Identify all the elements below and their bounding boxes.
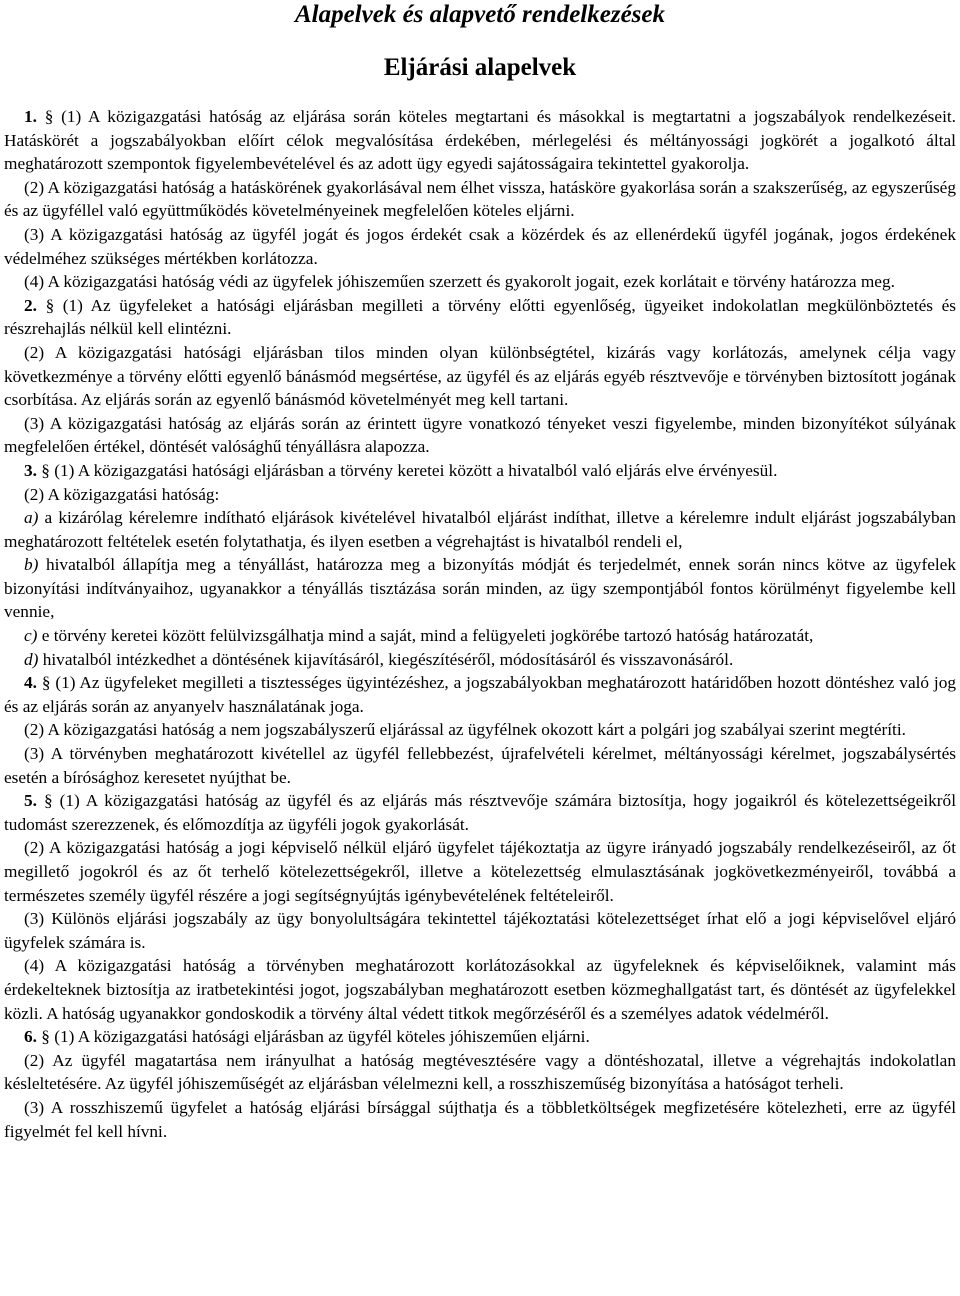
paragraph xyxy=(4,270,956,294)
paragraph-text: (3) A közigazgatási hatóság az ügyfél jogát és jogos érdekét csak a közérdek és az ellenérdekű ügyfél jogának, jogos érdekének védelméhez szükséges mértékben korlátozza. xyxy=(4,224,956,268)
paragraph xyxy=(4,459,956,483)
section-number: 2. xyxy=(24,295,37,315)
paragraph-text: (3) Különös eljárási jogszabály az ügy bonyolultságára tekintettel tájékoztatási kötelezettséget írhat elő a jogi képviselővel eljáró ügyfelek számára is. xyxy=(4,909,956,952)
paragraph xyxy=(4,1096,956,1143)
paragraph-text: (2) A közigazgatási hatóság a hatáskörének gyakorlásával nem élhet vissza, hatásköre gyakorlása során a szakszerűség, az egyszerűség és az ügyféllel való együttműködés követelményeinek megfelelően köteles eljárni. xyxy=(4,177,956,221)
paragraph xyxy=(4,506,956,553)
paragraph xyxy=(4,176,956,223)
paragraph-text: § (1) A közigazgatási hatóság az ügyfél és az eljárás más résztvevője számára biztosítja, hogy jogaikról és kötelezettségeikről tudomást szerezzenek, és előmozdítja az ügyféli jogok gyakorlását. xyxy=(4,791,956,834)
document-body xyxy=(4,105,956,1143)
paragraph-text: (3) A törvényben meghatározott kivétellel az ügyfél fellebbezést, újrafelvételi kérelmet, méltányossági kérelmet, jogszabálysértés esetén a bírósághoz keresetet nyújthat be. xyxy=(4,744,956,787)
chapter-title: Alapelvek és alapvető rendelkezések xyxy=(294,1,666,28)
paragraph-text: (2) A közigazgatási hatóság a nem jogszabályszerű eljárással az ügyfélnek okozott kárt a polgári jog szabályai szerint megtéríti. xyxy=(24,720,906,740)
paragraph xyxy=(4,742,956,789)
paragraph xyxy=(4,671,956,718)
point-label: d) xyxy=(24,649,39,669)
point-label: a) xyxy=(24,508,39,528)
paragraph-text: § (1) A közigazgatási hatósági eljárásban az ügyfél köteles jóhiszeműen eljárni. xyxy=(41,1027,590,1047)
paragraph-text: (2) A közigazgatási hatóság: xyxy=(24,484,220,504)
paragraph-text: hivatalból intézkedhet a döntésének kijavításáról, kiegészítéséről, módosításáról és visszavonásáról. xyxy=(42,649,734,669)
paragraph xyxy=(4,483,956,507)
paragraph-text: a kizárólag kérelemre indítható eljárások kivételével hivatalból eljárást indíthat, illetve a kérelemre indult eljárást jogszabályban meghatározott feltételek esetén folytathatja, és ilyen esetben a végrehajtást is hivatalból rendeli el, xyxy=(4,508,956,551)
paragraph-text: (3) A rosszhiszemű ügyfelet a hatóság eljárási bírsággal sújthatja és a többletköltségek megfizetésére kötelezheti, erre az ügyfél figyelmét fel kell hívni. xyxy=(4,1097,956,1141)
section-number: 4. xyxy=(24,673,37,693)
paragraph-text: (2) Az ügyfél magatartása nem irányulhat a hatóság megtévesztésére vagy a döntéshozatal, illetve a végrehajtás indokolatlan késleltetésére. Az ügyfél jóhiszeműségét az eljárásban vélelmezni kell, a rosszhiszeműség bizonyítása a hatóságot terheli. xyxy=(4,1050,956,1094)
paragraph xyxy=(4,1025,956,1049)
paragraph xyxy=(4,341,956,412)
paragraph-text: § (1) Az ügyfeleket a hatósági eljárásban megilleti a törvény előtti egyenlőség, ügyeiket indokolatlan megkülönböztetés és részrehajlás nélkül kell elintézni. xyxy=(4,295,956,339)
paragraph xyxy=(4,553,956,624)
paragraph xyxy=(4,624,956,648)
section-number: 6. xyxy=(24,1027,37,1047)
paragraph xyxy=(4,1049,956,1096)
point-label: b) xyxy=(24,555,39,575)
section-number: 1. xyxy=(24,107,37,126)
paragraph xyxy=(4,223,956,270)
paragraph xyxy=(4,648,956,672)
paragraph-text: (4) A közigazgatási hatóság a törvényben meghatározott korlátozásokkal az ügyfeleknek és képviselőiknek, valamint más érdekelteknek biztosítja az iratbetekintési jogot, jogszabályban meghatározott esetben közmeghallgatást tart, és döntését az ügyfelekkel közli. A hatóság ugyanakkor gondoskodik a törvény által védett titkok megőrzéséről és a személyes adatok védelméről. xyxy=(4,956,956,1023)
paragraph-text: § (1) Az ügyfeleket megilleti a tisztességes ügyintézéshez, a jogszabályokban meghatározott határidőben hozott döntéshez való jog és az eljárás során az anyanyelv használatának joga. xyxy=(4,673,957,716)
paragraph xyxy=(4,718,956,742)
paragraph-text: e törvény keretei között felülvizsgálhatja mind a saját, mind a felügyeleti jogkörébe tartozó hatóság határozatát, xyxy=(41,626,814,646)
paragraph-text: (4) A közigazgatási hatóság védi az ügyfelek jóhiszeműen szerzett és gyakorolt jogait, ezek korlátait e törvény határozza meg. xyxy=(24,272,895,292)
paragraph xyxy=(4,954,956,1025)
paragraph xyxy=(4,294,956,341)
paragraph-text: § (1) A közigazgatási hatósági eljárásban a törvény keretei között a hivatalból való eljárás elve érvényesül. xyxy=(41,460,778,480)
point-label: c) xyxy=(24,626,38,646)
paragraph xyxy=(4,789,956,836)
section-number: 3. xyxy=(24,460,37,480)
paragraph xyxy=(4,105,956,176)
paragraph-text: (3) A közigazgatási hatóság az eljárás során az érintett ügyre vonatkozó tényeket veszi figyelembe, minden bizonyítékot súlyának megfelelően értékel, döntését valósághű tényállásra alapozza. xyxy=(4,413,956,457)
section-number: 5. xyxy=(24,791,37,811)
paragraph xyxy=(4,907,956,954)
paragraph-text: hivatalból állapítja meg a tényállást, határozza meg a bizonyítás módját és terjedelmét, ennek során nincs kötve az ügyfelek bizonyítási indítványaihoz, ugyanakkor a tényállás tisztázása során minden, az ügy szempontjából fontos körülményt figyelembe kell vennie, xyxy=(4,555,956,622)
paragraph xyxy=(4,836,956,907)
paragraph-text: (2) A közigazgatási hatósági eljárásban tilos minden olyan különbségtétel, kizárás vagy korlátozás, amelynek célja vagy következménye a törvény előtti egyenlő bánásmód megsértése, az ügyfél és az eljárás egyéb résztvevője e törvényben biztosított jogának csorbítása. Az eljárás során az egyenlő bánásmód követelményét meg kell tartani. xyxy=(4,342,956,410)
paragraph-text: (2) A közigazgatási hatóság a jogi képviselő nélkül eljáró ügyfelet tájékoztatja az ügyre irányadó jogszabály rendelkezéseiről, az őt megillető jogokról és az őt terhelő kötelezettségekről, illetve a kötelezettség elmulasztásának jogkövetkezményeiről, továbbá a természetes személy ügyfél részére a jogi segítségnyújtás igénybevételének feltételeiről. xyxy=(4,838,956,905)
section-title: Eljárási alapelvek xyxy=(383,54,577,81)
paragraph-text: § (1) A közigazgatási hatóság az eljárása során köteles megtartani és másokkal is megtartatni a jogszabályok rendelkezéseit. Hatáskörét a jogszabályokban előírt célok megvalósítása érdekében, mérlegelési és méltányossági jogkörét a jogalkotó által meghatározott szempontok figyelembevételével és az adott ügy egyedi sajátosságaira tekintettel gyakorolja. xyxy=(4,107,956,174)
paragraph xyxy=(4,412,956,459)
